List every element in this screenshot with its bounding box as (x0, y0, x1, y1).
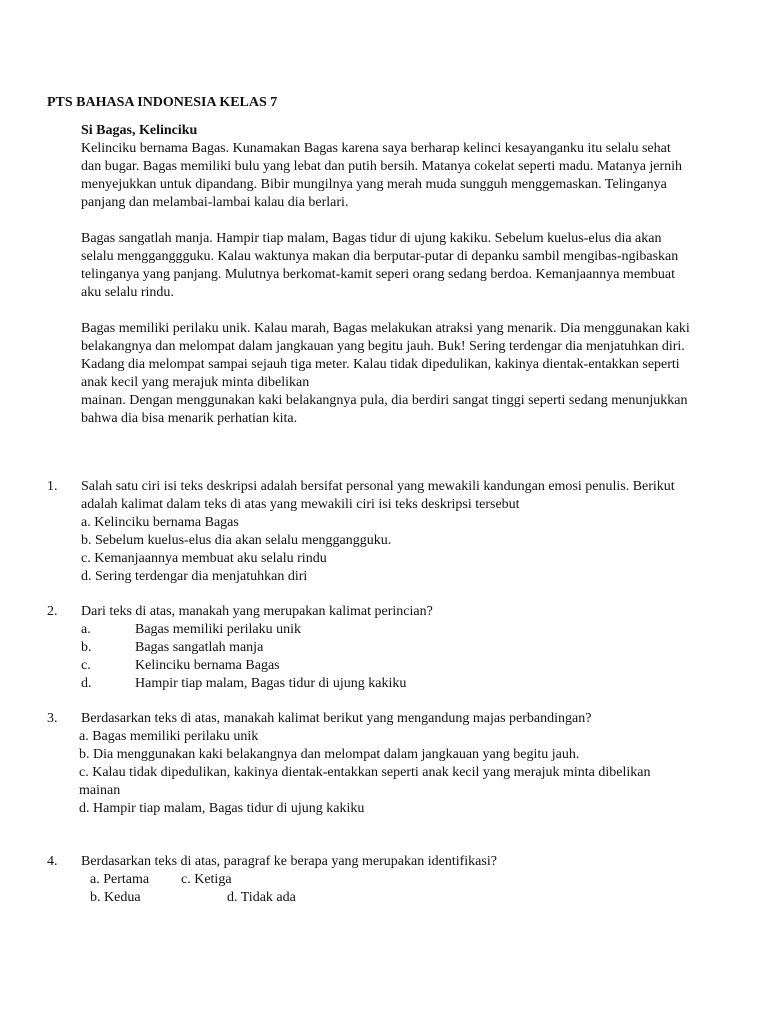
option-letter: a. (81, 622, 91, 637)
text-line: adalah kalimat dalam teks di atas yang mewakili ciri isi teks deskripsi tersebut (81, 497, 520, 512)
option-c (81, 657, 681, 675)
question-number: 1. (47, 479, 58, 494)
question-1 (47, 478, 747, 588)
text-line: panjang dan melambai-lambai kalau dia berlari. (81, 195, 349, 210)
text-line: anak kecil yang merajuk minta dibelikan (81, 375, 310, 390)
option-a: a. Bagas memiliki perilaku unik (79, 729, 259, 744)
option-a: a. Kelinciku bernama Bagas (81, 515, 239, 530)
option-text: Kelinciku bernama Bagas (135, 658, 280, 673)
option-text: Hampir tiap malam, Bagas tidur di ujung kakiku (135, 676, 407, 691)
question-4 (47, 853, 747, 909)
option-d: d. Tidak ada (227, 890, 296, 905)
option-c-continued: mainan (79, 783, 121, 798)
text-line: Kelinciku bernama Bagas. Kunamakan Bagas karena saya berharap kelinci kesayanganku itu selalu sehat (81, 141, 671, 156)
question-stem (81, 603, 761, 621)
option-letter: d. (81, 676, 92, 691)
option-letter: b. (81, 640, 92, 655)
text-line: menyejukkan untuk dipandang. Bibir mungilnya yang merah muda sungguh menggemaskan. Telinganya (81, 177, 667, 192)
text-line: telinganya yang panjang. Mulutnya berkomat-kamit seperi orang sedang berdoa. Kemanjaannya membuat (81, 267, 676, 282)
story-paragraph-2 (81, 230, 763, 302)
option-c: c. Ketiga (181, 872, 232, 887)
text-line: Salah satu ciri isi teks deskripsi adalah bersifat personal yang mewakili kandungan emosi penulis. Berikut (81, 479, 675, 494)
question-stem (81, 478, 761, 586)
option-b: b. Dia menggunakan kaki belakangnya dan melompat dalam jangkauan yang begitu jauh. (79, 747, 580, 762)
question-stem (81, 853, 761, 871)
question-number: 2. (47, 604, 58, 619)
question-stem (81, 710, 761, 728)
text-line: Berdasarkan teks di atas, paragraf ke berapa yang merupakan identifikasi? (81, 854, 497, 869)
text-line: Bagas sangatlah manja. Hampir tiap malam, Bagas tidur di ujung kakiku. Sebelum kuelus-elus dia akan (81, 231, 662, 246)
option-letter: c. (81, 658, 91, 673)
option-a: a. Pertama (90, 872, 150, 887)
question-number: 4. (47, 854, 58, 869)
option-a (81, 621, 681, 639)
story (81, 122, 763, 428)
text-line: Berdasarkan teks di atas, manakah kalimat berikut yang mengandung majas perbandingan? (81, 711, 592, 726)
text-line: Dari teks di atas, manakah yang merupakan kalimat perincian? (81, 604, 433, 619)
text-line: belakangnya dan melompat dalam jangkauan yang begitu jauh. Buk! Sering terdengar dia menjatuhkan diri. (81, 339, 685, 354)
option-b (81, 639, 681, 657)
story-paragraph-3 (81, 320, 763, 428)
option-list (79, 728, 759, 818)
option-d: d. Sering terdengar dia menjatuhkan diri (81, 569, 308, 584)
text-line: mainan. Dengan menggunakan kaki belakangnya pula, dia berdiri sangat tinggi seperti sedang menunjukkan (81, 393, 688, 408)
text-line: dan bugar. Bagas memiliki bulu yang lebat dan putih bersih. Matanya cokelat seperti madu. Matanya jernih (81, 159, 683, 174)
text-line: bahwa dia bisa menarik perhatian kita. (81, 411, 298, 426)
text-line: Kadang dia melompat sampai sejauh tiga meter. Kalau tidak dipedulikan, kakinya dientak-entakkan seperti (81, 357, 680, 372)
text-line: Bagas memiliki perilaku unik. Kalau marah, Bagas melakukan atraksi yang menarik. Dia menggunakan kaki (81, 321, 690, 336)
option-d: d. Hampir tiap malam, Bagas tidur di ujung kakiku (79, 801, 365, 816)
option-text: Bagas sangatlah manja (135, 640, 264, 655)
text-line: aku selalu rindu. (81, 285, 174, 300)
story-title: Si Bagas, Kelinciku (81, 123, 198, 138)
question-2 (47, 603, 747, 693)
option-c: c. Kalau tidak dipedulikan, kakinya dientak-entakkan seperti anak kecil yang merajuk minta dibelikan (79, 765, 651, 780)
story-paragraph-1 (81, 140, 763, 212)
page-title: PTS BAHASA INDONESIA KELAS 7 (47, 95, 278, 110)
question-3 (47, 710, 747, 820)
option-text: Bagas memiliki perilaku unik (135, 622, 302, 637)
text-line: selalu mengganggguku. Kalau waktunya makan dia berputar-putar di depanku sambil mengibas-ngibaskan (81, 249, 679, 264)
question-number: 3. (47, 711, 58, 726)
option-list (81, 621, 681, 693)
option-d (81, 675, 681, 693)
option-b: b. Sebelum kuelus-elus dia akan selalu menggangguku. (81, 533, 392, 548)
option-c: c. Kemanjaannya membuat aku selalu rindu (81, 551, 327, 566)
option-b: b. Kedua (90, 890, 141, 905)
